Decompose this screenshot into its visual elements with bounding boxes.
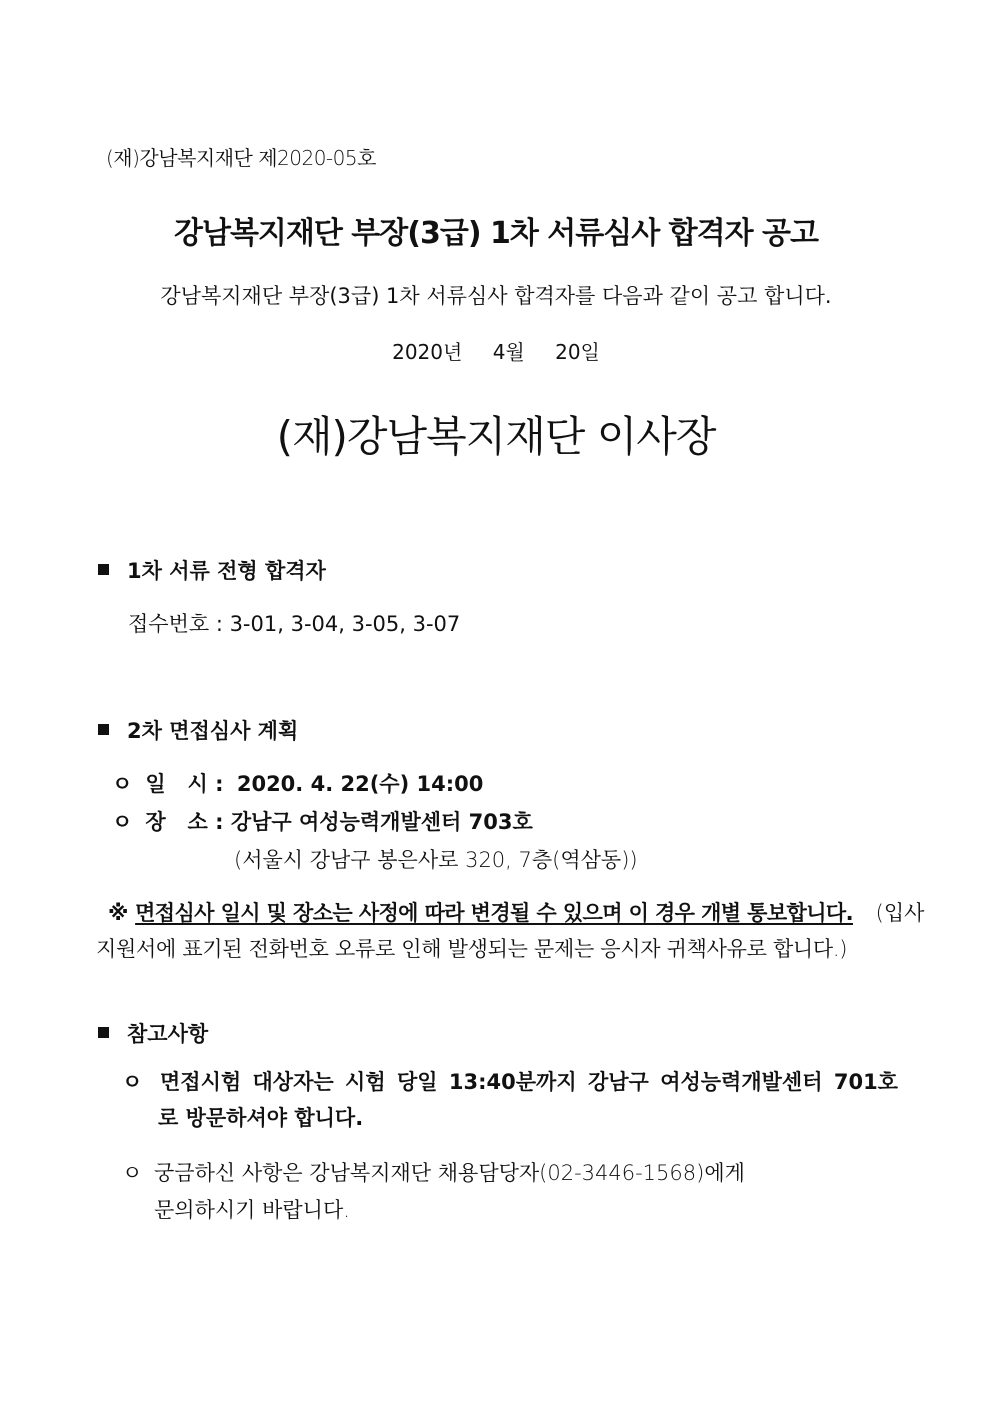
reference-item1-word: 대상자는: [252, 1070, 334, 1094]
interview-place-row: [112, 806, 533, 836]
circle-bullet-icon: ㅇ: [122, 1070, 143, 1094]
circle-bullet-icon: ㅇ: [112, 810, 133, 834]
date-year: 2020년: [392, 340, 463, 364]
reference-item2-line2: 문의하시기 바랍니다.: [154, 1198, 350, 1222]
interview-place-value: 강남구 여성능력개발센터 703호: [230, 810, 533, 834]
reference-item1-word: 당일: [396, 1070, 438, 1094]
interview-date-label: 일 시 :: [145, 772, 224, 796]
square-bullet-icon: [98, 564, 109, 575]
reference-item1-line2: 로 방문하셔야 합니다.: [158, 1106, 364, 1130]
section3-heading-text: 참고사항: [127, 1022, 209, 1046]
reference-item1-word: 면접시험: [160, 1070, 242, 1094]
interview-place-label: 장 소 :: [145, 810, 224, 834]
reference-item1-line1: [160, 1066, 898, 1096]
notice-underlined-text: 면접심사 일시 및 장소는 사정에 따라 변경될 수 있으며 이 경우 개별 통보합니다.: [135, 901, 853, 925]
section1-heading: [98, 555, 326, 585]
notice-line2: 지원서에 표기된 전화번호 오류로 인해 발생되는 문제는 응시자 귀책사유로 합니다.): [96, 937, 848, 961]
date-day: 20일: [555, 340, 600, 364]
section3-heading: [98, 1018, 208, 1048]
reference-item1-word: 13:40분까지: [448, 1070, 577, 1094]
reference-item1-word: 시험: [345, 1070, 386, 1094]
circle-bullet-icon: ㅇ: [112, 772, 133, 796]
announcement-date: [0, 336, 992, 365]
notice-tail-text: (입사: [875, 901, 925, 925]
date-month: 4월: [492, 340, 525, 364]
reference-item2-line1: 궁금하신 사항은 강남복지재단 채용담당자(02-3446-1568)에게: [154, 1161, 745, 1185]
interview-date-row: [112, 768, 483, 798]
reference-item1-word: 701호: [833, 1070, 898, 1094]
reference-item1-word: 여성능력개발센터: [660, 1070, 823, 1094]
interview-date-value: 2020. 4. 22(수) 14:00: [236, 772, 484, 796]
square-bullet-icon: [98, 724, 109, 735]
square-bullet-icon: [98, 1027, 109, 1038]
section2-heading-text: 2차 면접심사 계획: [127, 719, 299, 743]
section2-heading: [98, 715, 298, 745]
interview-place-address: (서울시 강남구 봉은사로 320, 7층(역삼동)): [234, 848, 638, 872]
lead-sentence: 강남복지재단 부장(3급) 1차 서류심사 합격자를 다음과 같이 공고 합니다.: [160, 284, 832, 308]
circle-bullet-icon: ㅇ: [122, 1161, 143, 1185]
page-title: 강남복지재단 부장(3급) 1차 서류심사 합격자 공고: [173, 216, 818, 251]
section1-heading-text: 1차 서류 전형 합격자: [127, 559, 326, 583]
notice-line1: [108, 897, 924, 927]
issuer-name: (재)강남복지재단 이사장: [276, 412, 716, 461]
document-number: (재)강남복지재단 제2020-05호: [106, 146, 376, 170]
note-mark: ※: [108, 901, 129, 925]
reference-item1-word: 강남구: [587, 1070, 649, 1094]
section1-receipt-numbers: 접수번호 : 3-01, 3-04, 3-05, 3-07: [128, 612, 461, 636]
